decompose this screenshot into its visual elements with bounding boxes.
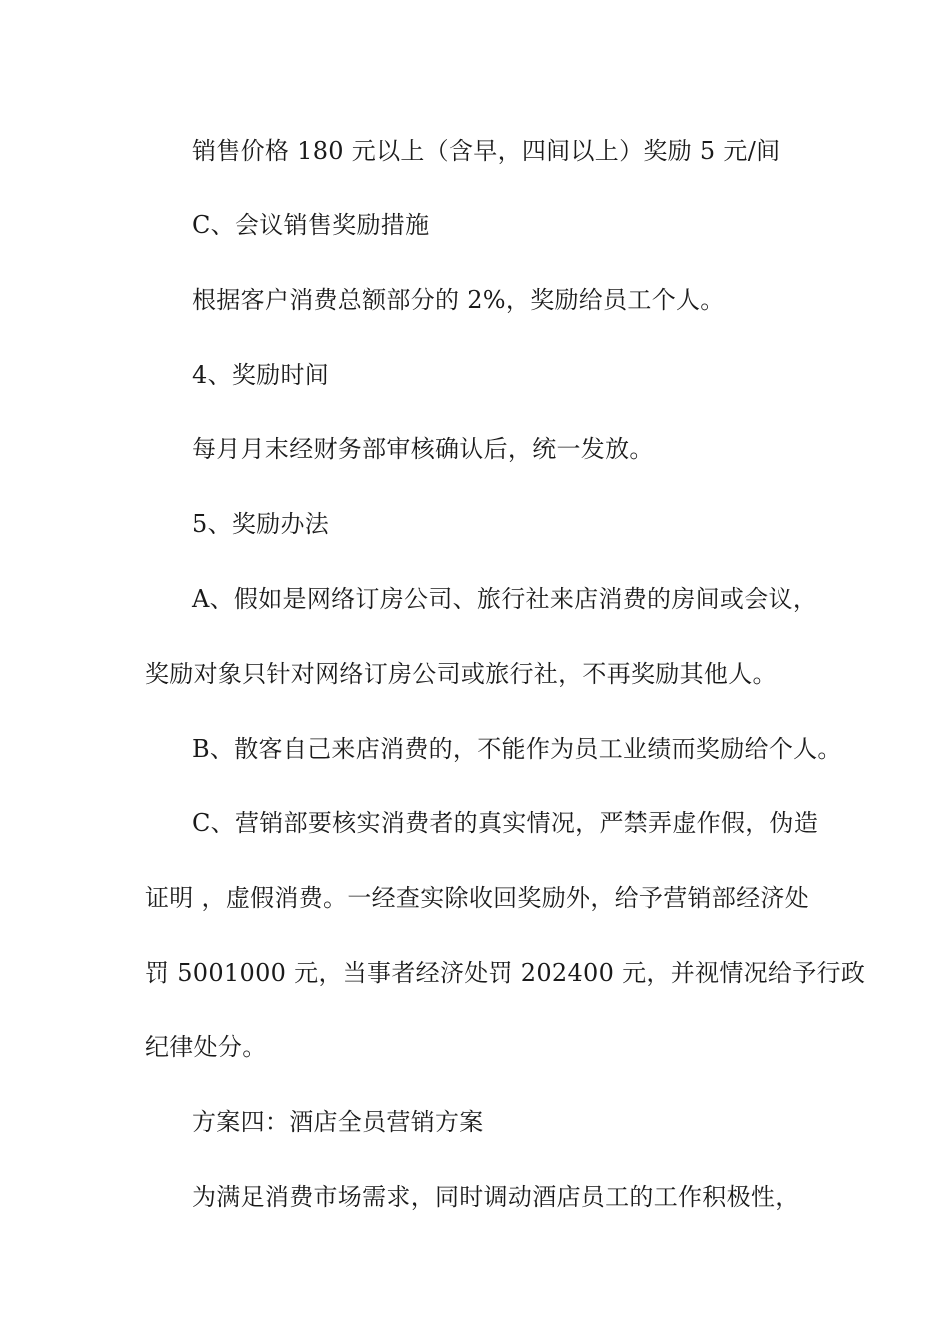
text-line-consumption-percent: 根据客户消费总额部分的 2%，奖励给员工个人。 xyxy=(192,286,725,314)
text-line-plan-four-intro: 为满足消费市场需求，同时调动酒店员工的工作积极性， xyxy=(192,1183,800,1211)
heading-reward-method: 5、奖励办法 xyxy=(192,510,330,538)
text-line-price-reward: 销售价格 180 元以上（含早，四间以上）奖励 5 元/间 xyxy=(192,137,781,165)
text-line-method-a-2: 奖励对象只针对网络订房公司或旅行社，不再奖励其他人。 xyxy=(145,660,777,688)
text-line-method-a-1: A、假如是网络订房公司、旅行社来店消费的房间或会议， xyxy=(192,585,818,613)
text-line-method-c-2: 证明 ，虚假消费。一经查实除收回奖励外，给予营销部经济处 xyxy=(145,884,810,912)
heading-plan-four: 方案四：酒店全员营销方案 xyxy=(192,1108,484,1136)
heading-meeting-sales-reward: C、会议销售奖励措施 xyxy=(192,211,430,239)
text-line-method-b: B、散客自己来店消费的，不能作为员工业绩而奖励给个人。 xyxy=(192,735,842,763)
heading-reward-time: 4、奖励时间 xyxy=(192,361,330,389)
text-line-monthly-release: 每月月末经财务部审核确认后，统一发放。 xyxy=(192,435,654,463)
text-line-method-c-3: 罚 5001000 元，当事者经济处罚 202400 元，并视情况给予行政 xyxy=(145,959,866,987)
text-line-method-c-1: C、营销部要核实消费者的真实情况，严禁弄虚作假，伪造 xyxy=(192,809,819,837)
text-line-method-c-4: 纪律处分。 xyxy=(145,1033,267,1061)
